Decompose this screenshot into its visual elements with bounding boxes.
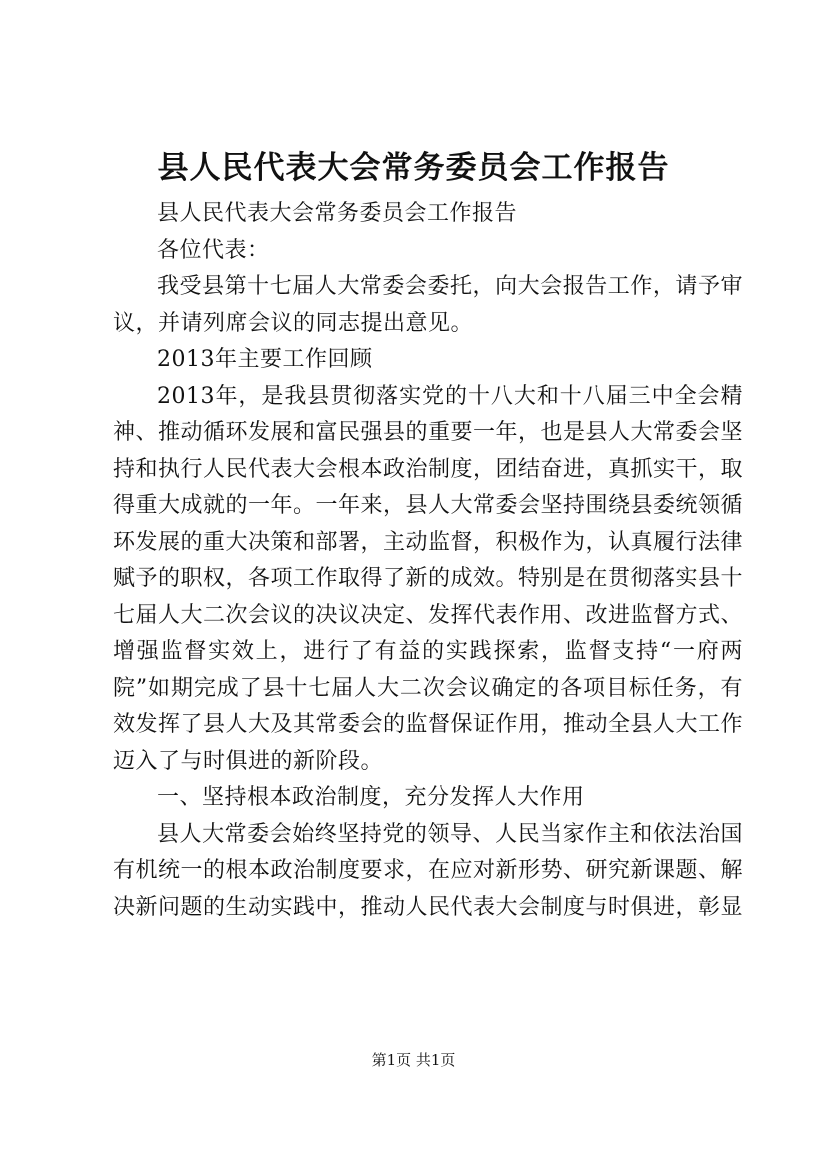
section-heading-one: 一、坚持根本政治制度，充分发挥人大作用 [157, 785, 585, 810]
page-footer: 第1页 共1页 [371, 1051, 456, 1069]
paragraph-salutation: 各位代表： [157, 237, 270, 263]
document-body [113, 196, 743, 926]
document-title: 县人民代表大会常务委员会工作报告 [157, 150, 670, 186]
paragraph-subtitle: 县人民代表大会常务委员会工作报告 [157, 201, 518, 226]
paragraph-review: 2013年，是我县贯彻落实党的十八大和十八届三中全会精神、推动循环发展和富民强县的重要一年，也是县人大常委会坚持和执行人民代表大会根本政治制度，团结奋进，真抓实干，取得重大成就的一年。一年来，县人大常委会坚持围绕县委统领循环发展的重大决策和部署，主动监督，积极作为，认真履行法律赋予的职权，各项工作取得了新的成效。特别是在贯彻落实县十七届人大二次会议的决议决定、发挥代表作用、改进监督方式、增强监督实效上，进行了有益的实践探索，监督支持“一府两院”如期完成了县十七届人大二次会议确定的各项目标任务，有效发挥了县人大及其常委会的监督保证作用，推动全县人大工作迈入了与时俱进的新阶段。 [113, 383, 744, 774]
section-heading-review: 2013年主要工作回顾 [157, 347, 373, 372]
paragraph-intro: 我受县第十七届人大常委会委托，向大会报告工作，请予审议，并请列席会议的同志提出意见。 [113, 274, 743, 336]
paragraph-section-one: 县人大常委会始终坚持党的领导、人民当家作主和依法治国有机统一的根本政治制度要求，在应对新形势、研究新课题、解决新问题的生动实践中，推动人民代表大会制度与时俱进，彰显 [113, 821, 744, 920]
